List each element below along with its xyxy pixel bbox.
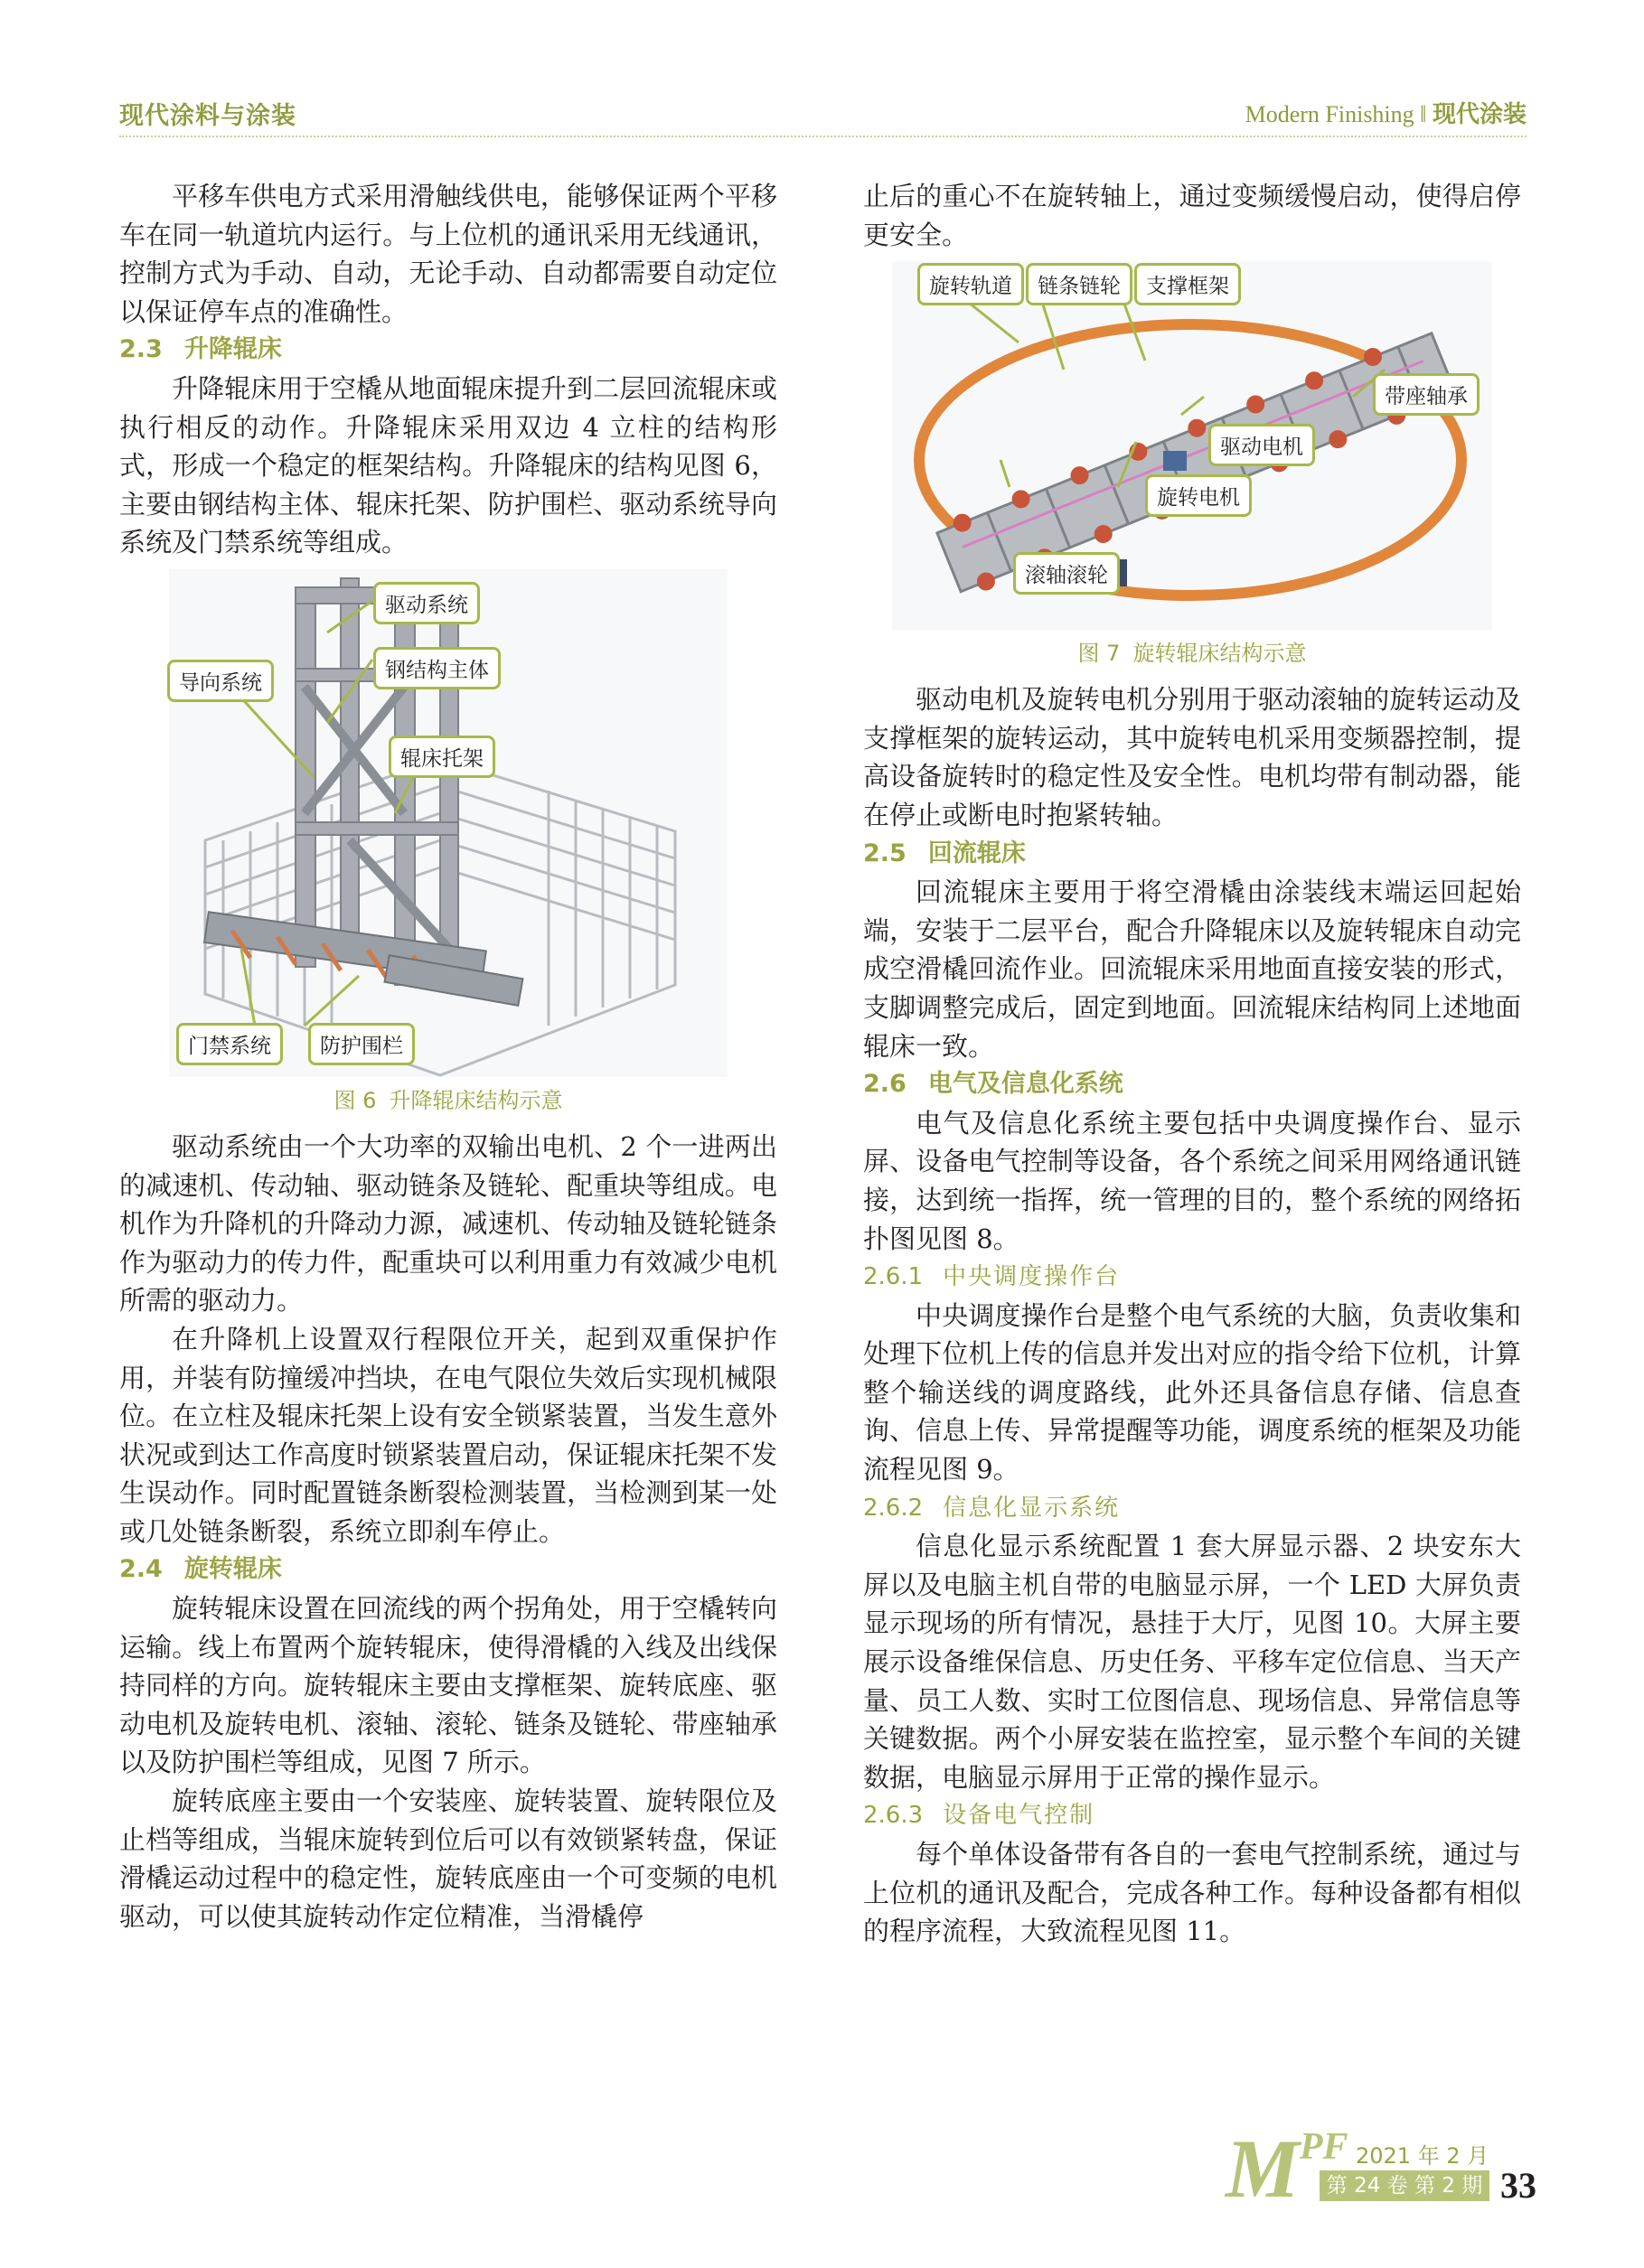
- journal-title-right: [1245, 96, 1527, 129]
- paragraph: 旋转底座主要由一个安装座、旋转装置、旋转限位及止档等组成，当辊床旋转到位后可以有效锁紧转盘，保证滑橇运动过程中的稳定性，旋转底座由一个可变频的电机驱动，可以使其旋转动作定位精准，当滑橇停: [119, 1785, 777, 1932]
- issue-volume: 第 24 卷 第 2 期: [1320, 2170, 1489, 2201]
- figure-7: [892, 261, 1492, 630]
- figure-6: [169, 569, 728, 1077]
- callout-drive-system: 驱动系统: [373, 582, 480, 624]
- callout-roller-wheel: 滚轴滚轮: [1013, 552, 1120, 595]
- paragraph: 升降辊床用于空橇从地面辊床提升到二层回流辊床或执行相反的动作。升降辊床采用双边 4 立柱的结构形式，形成一个稳定的框架结构。升降辊床的结构见图 6，主要由钢结构主体、辊床托架、防护围栏、驱动系统导向系统及门禁系统等组成。: [119, 372, 777, 558]
- callout-support-frame: 支撑框架: [1134, 263, 1241, 305]
- callout-rotation-motor: 旋转电机: [1145, 474, 1252, 517]
- callout-rotation-track: 旋转轨道: [917, 263, 1024, 305]
- paragraph: 驱动电机及旋转电机分别用于驱动滚轴的旋转运动及支撑框架的旋转运动，其中旋转电机采用变频器控制，提高设备旋转时的稳定性及安全性。电机均带有制动器，能在停止或断电时抱紧转轴。: [863, 684, 1521, 830]
- callout-guard-fence: 防护围栏: [308, 1023, 415, 1065]
- rotating-roller-bed-illustration: [892, 261, 1492, 630]
- subsection-heading-2-6-3: 2.6.3 设备电气控制: [863, 1802, 1095, 1830]
- paragraph: 旋转辊床设置在回流线的两个拐角处，用于空橇转向运输。线上布置两个旋转辊床，使得滑橇的入线及出线保持同样的方向。旋转辊床主要由支撑框架、旋转底座、驱动电机及旋转电机、滚轴、滚轮、链条及链轮、带座轴承以及防护围栏等组成，见图 7 所示。: [119, 1593, 777, 1778]
- lifting-roller-bed-illustration: [169, 569, 728, 1077]
- paragraph: 电气及信息化系统主要包括中央调度操作台、显示屏、设备电气控制等设备，各个系统之间采用网络通讯链接，达到统一指挥，统一管理的目的，整个系统的网络拓扑图见图 8。: [863, 1107, 1521, 1254]
- subsection-heading-2-6-2: 2.6.2 信息化显示系统: [863, 1494, 1121, 1522]
- figure-7-caption: 图 7 旋转辊床结构示意: [1077, 641, 1307, 667]
- callout-drive-motor: 驱动电机: [1208, 424, 1315, 466]
- section-heading-2-3: 2.3 升降辊床: [119, 335, 282, 364]
- journal-title-cn-right: 现代涂装: [1432, 101, 1527, 128]
- header-rule: [119, 136, 1527, 137]
- paragraph: 驱动系统由一个大功率的双输出电机、2 个一进两出的减速机、传动轴、驱动链条及链轮、配重块等组成。电机作为升降机的升降动力源，减速机、传动轴及链轮链条作为驱动力的传力件，配重块可以利用重力有效减少电机所需的驱动力。: [119, 1130, 777, 1317]
- right-column: [863, 177, 1521, 1951]
- journal-logo: $M^{PF}$: [1226, 2123, 1348, 2215]
- callout-chain-sprocket: 链条链轮: [1026, 263, 1132, 305]
- figure-6-caption: 图 6 升降辊床结构示意: [333, 1087, 563, 1113]
- callout-access-control: 门禁系统: [176, 1023, 283, 1065]
- callout-roller-bracket: 辊床托架: [389, 736, 495, 778]
- header-divider: ‖: [1420, 101, 1427, 127]
- section-heading-2-6: 2.6 电气及信息化系统: [863, 1070, 1123, 1099]
- paragraph: 中央调度操作台是整个电气系统的大脑，负责收集和处理下位机上传的信息并发出对应的指令给下位机，计算整个输送线的调度路线，此外还具备信息存储、信息查询、信息上传、异常提醒等功能，调度系统的框架及功能流程见图 9。: [863, 1299, 1521, 1485]
- paragraph-continued: 止后的重心不在旋转轴上，通过变频缓慢启动，使得启停更安全。: [863, 181, 1521, 250]
- paragraph-intro: 平移车供电方式采用滑触线供电，能够保证两个平移车在同一轨道坑内运行。与上位机的通讯采用无线通讯，控制方式为手动、自动，无论手动、自动都需要自动定位以保证停车点的准确性。: [119, 181, 777, 327]
- callout-steel-structure: 钢结构主体: [373, 647, 501, 689]
- page-number: 33: [1500, 2165, 1536, 2206]
- left-column: [119, 177, 777, 1935]
- journal-title-cn: 现代涂料与涂装: [119, 102, 296, 130]
- journal-title-en: Modern Finishing: [1245, 101, 1414, 127]
- section-heading-2-4: 2.4 旋转辊床: [119, 1555, 282, 1584]
- issue-date: 2021 年 2 月: [1356, 2143, 1489, 2169]
- section-heading-2-5: 2.5 回流辊床: [863, 839, 1026, 867]
- paragraph: 信息化显示系统配置 1 套大屏显示器、2 块安东大屏以及电脑主机自带的电脑显示屏，一个 LED 大屏负责显示现场的所有情况，悬挂于大厅，见图 10。大屏主要展示设备维保信息、历史任务、平移车定位信息、当天产量、员工人数、实时工位图信息、现场信息、异常信息等关键数据。两个小屏安装在监控室，显示整个车间的关键数据，电脑显示屏用于正常的操作显示。: [863, 1531, 1521, 1793]
- callout-bearing: 带座轴承: [1373, 373, 1480, 416]
- paragraph: 回流辊床主要用于将空滑橇由涂装线末端运回起始端，安装于二层平台，配合升降辊床以及旋转辊床自动完成空滑橇回流作业。回流辊床采用地面直接安装的形式，支脚调整完成后，固定到地面。回流辊床结构同上述地面辊床一致。: [863, 876, 1521, 1062]
- paragraph: 在升降机上设置双行程限位开关，起到双重保护作用，并装有防撞缓冲挡块，在电气限位失效后实现机械限位。在立柱及辊床托架上设有安全锁紧装置，当发生意外状况或到达工作高度时锁紧装置启动，保证辊床托架不发生误动作。同时配置链条断裂检测装置，当检测到某一处或几处链条断裂，系统立即刹车停止。: [119, 1323, 777, 1547]
- paragraph: 每个单体设备带有各自的一套电气控制系统，通过与上位机的通讯及配合，完成各种工作。每种设备都有相似的程序流程，大致流程见图 11。: [863, 1839, 1521, 1947]
- subsection-heading-2-6-1: 2.6.1 中央调度操作台: [863, 1263, 1121, 1291]
- callout-guide-system: 导向系统: [167, 660, 274, 702]
